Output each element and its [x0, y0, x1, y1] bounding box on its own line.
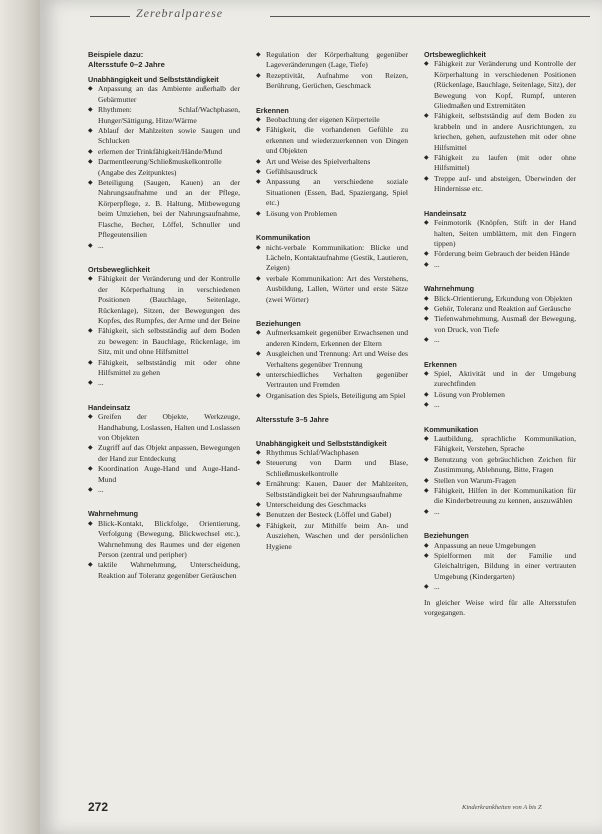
bullet-item: ◆ Greifen der Objekte, Werkzeuge, Handhabung, Loslassen, Halten und Loslassen von Objekten — [88, 412, 240, 443]
bullet-list — [424, 59, 576, 194]
bullet-item: ◆ Fähigkeit, zur Mithilfe beim An- und Ausziehen, Waschen und der persönlichen Hygiene — [256, 521, 408, 552]
bullet-item: ◆ Lösung von Problemen — [424, 390, 576, 400]
bullet-item: ◆ Unterscheidung des Geschmacks — [256, 500, 408, 510]
bullet-item: ◆ Stellen von Warum-Fragen — [424, 476, 576, 486]
bullet-item: ◆ Darmentleerung/Schließmuskelkontrolle (Angabe des Zeitpunktes) — [88, 157, 240, 178]
section-heading: Wahrnehmung — [88, 509, 139, 519]
bullet-item: ◆ ... — [88, 485, 240, 495]
bullet-item: ◆ ... — [88, 241, 240, 251]
bullet-item: ◆ Organisation des Spiels, Beteiligung am Spiel — [256, 391, 408, 401]
bullet-list — [88, 412, 240, 495]
bullet-item: ◆ Koordination Auge-Hand und Auge-Hand-Mund — [88, 464, 240, 485]
intro-heading: Beispiele dazu: — [88, 50, 144, 59]
bullet-item: ◆ Rezeptivität, Aufnahme von Reizen, Berührung, Gerüchen, Geschmack — [256, 71, 408, 92]
bullet-item: ◆ Lösung von Problemen — [256, 209, 408, 219]
section-heading: Beziehungen — [256, 318, 301, 328]
section-heading: Beziehungen — [424, 531, 469, 541]
running-header — [50, 6, 590, 20]
col1-sections — [88, 75, 240, 581]
column-1 — [88, 50, 240, 581]
bullet-item: ◆ Lautbildung, sprachliche Kommunikation, Fähigkeit, Verstehen, Sprache — [424, 434, 576, 455]
section-heading: Ortsbeweglichkeit — [88, 264, 150, 274]
bullet-item: ◆ Fähigkeit, selbstständig auf dem Boden zu krabbeln und in andere Ausrichtungen, zu kriechen, gehen, aufzustehen mit oder ohne Hilfsmittel — [424, 111, 576, 153]
bullet-item: ◆ Fähigkeit, selbstständig mit oder ohne Hilfsmittel zu gehen — [88, 358, 240, 379]
bullet-item: ◆ Anpassung an das Ambiente außerhalb der Gebärmutter — [88, 84, 240, 105]
bullet-item: ◆ Blick-Orientierung, Erkundung von Objekten — [424, 294, 576, 304]
bullet-list — [424, 541, 576, 593]
bullet-item: ◆ ... — [424, 335, 576, 345]
section-heading: Ortsbeweglichkeit — [424, 50, 486, 59]
section-heading: Kommunikation — [424, 424, 479, 434]
bullet-item: ◆ Fähigkeit zur Veränderung und Kontrolle der Körperhaltung in verschiedenen Positionen (Rückenlage, Bauchlage, Seitenlage, Sitz), der Bewegung von Kopf, Rumpf, unteren Gliedmaßen und Extremitäten — [424, 59, 576, 111]
bullet-list — [256, 448, 408, 552]
bullet-list — [256, 243, 408, 305]
bullet-list — [424, 294, 576, 346]
bullet-list — [88, 519, 240, 581]
bullet-item: ◆ Rhythmus Schlaf/Wachphasen — [256, 448, 408, 458]
bullet-item: ◆ Beobachtung der eigenen Körperteile — [256, 115, 408, 125]
bullet-item: ◆ verbale Kommunikation: Art des Verstehens, Ausbildung, Lallen, Wörter und erste Sätze (zwei Wörter) — [256, 274, 408, 305]
bullet-item: ◆ taktile Wahrnehmung, Unterscheidung, Reaktion auf Toleranz gegenüber Geräuschen — [88, 560, 240, 581]
bullet-list — [256, 50, 408, 92]
bullet-item: ◆ Benutzen der Besteck (Löffel und Gabel) — [256, 510, 408, 520]
bullet-item: ◆ ... — [424, 582, 576, 592]
section-heading: Erkennen — [424, 359, 457, 369]
section-heading: Erkennen — [256, 105, 289, 115]
section-heading: Unabhängigkeit und Selbstständigkeit — [256, 438, 387, 448]
bullet-item: ◆ Fähigkeit, sich selbstständig auf dem Boden zu bewegen: in Bauchlage, Rückenlage, im Sitz, mit und ohne Hilfsmittel — [88, 326, 240, 357]
column-3 — [424, 50, 576, 619]
bullet-item: ◆ Regulation der Körperhaltung gegenüber Lageveränderungen (Lage, Tiefe) — [256, 50, 408, 71]
column-2 — [256, 50, 408, 552]
bullet-item: ◆ unterschiedliches Verhalten gegenüber Vertrauten und Fremden — [256, 370, 408, 391]
bullet-item: ◆ Ablauf der Mahlzeiten sowie Saugen und Schlucken — [88, 126, 240, 147]
bullet-list — [424, 434, 576, 517]
bullet-list — [256, 328, 408, 401]
bullet-item: ◆ ... — [424, 400, 576, 410]
bullet-item: ◆ Steuerung von Darm und Blase, Schließmuskelkontrolle — [256, 458, 408, 479]
section-heading: Unabhängigkeit und Selbstständigkeit — [88, 75, 219, 84]
bullet-item: ◆ nicht-verbale Kommunikation: Blicke und Lächeln, Kontaktaufnahme (Gestik, Lautieren, Zeigen) — [256, 243, 408, 274]
bullet-item: ◆ Beteiligung (Saugen, Kauen) an der Nahrungsaufnahme und an der Pflege, Körperpflege, z. B. Haltung, Mitbewegung beim Umziehen, bei der Nahrungsaufnahme, Flasche, Becher, Löffel, Schnuller und Pflegeutensilien — [88, 178, 240, 240]
bullet-item: ◆ Feinmotorik (Knöpfen, Stift in der Hand halten, Seiten umblättern, mit den Fingern tippen) — [424, 218, 576, 249]
bullet-item: ◆ Rhythmen: Schlaf/Wachphasen, Hunger/Sättigung, Hitze/Wärme — [88, 105, 240, 126]
section-heading: Handeinsatz — [424, 208, 467, 218]
running-footer: Kinderkrankheiten von A bis Z — [462, 804, 542, 811]
bullet-item: ◆ Aufmerksamkeit gegenüber Erwachsenen und anderen Kindern, Erkennen der Eltern — [256, 328, 408, 349]
bullet-item: ◆ ... — [88, 378, 240, 388]
col3-sections — [424, 50, 576, 593]
bullet-list — [424, 218, 576, 270]
bullet-item: ◆ erlernen der Trinkfähigkeit/Hände/Mund — [88, 147, 240, 157]
bullet-item: ◆ Art und Weise des Spielverhaltens — [256, 157, 408, 167]
bullet-item: ◆ Anpassung an verschiedene soziale Situationen (Essen, Bad, Spaziergang, Spiel etc.) — [256, 177, 408, 208]
bullet-item: ◆ ... — [424, 507, 576, 517]
bullet-item: ◆ Ernährung: Kauen, Dauer der Mahlzeiten, Selbstständigkeit bei der Nahrungsaufnahme — [256, 479, 408, 500]
bullet-item: ◆ Treppe auf- und absteigen, Überwinden der Hindernisse etc. — [424, 174, 576, 195]
age-group-heading: Altersstufe 0–2 Jahre — [88, 60, 165, 69]
header-rule-right — [270, 16, 590, 17]
bullet-item: ◆ Fähigkeit zu laufen (mit oder ohne Hilfsmittel) — [424, 153, 576, 174]
section-heading: Altersstufe 3–5 Jahre — [256, 415, 329, 425]
section-heading: Handeinsatz — [88, 402, 131, 412]
bullet-item: ◆ Fähigkeit, die vorhandenen Gefühle zu erkennen und wiederzuerkennen von Dingen und Objekten — [256, 125, 408, 156]
bullet-item: ◆ Tiefenwahrnehmung, Ausmaß der Bewegung, von Druck, von Tiefe — [424, 314, 576, 335]
bullet-item: ◆ Gehör, Toleranz und Reaktion auf Geräusche — [424, 304, 576, 314]
col2-sections — [256, 50, 408, 552]
page-number: 272 — [88, 800, 109, 814]
bullet-list — [88, 274, 240, 388]
bullet-item: ◆ ... — [424, 260, 576, 270]
bullet-item: ◆ Fähigkeit der Veränderung und der Kontrolle der Körperhaltung in verschiedenen Positionen (Bauchlage, Seitenlage, Rückenlage), Sitzen, der Bewegungen des Kopfes, des Rumpfes, der Arme und der Beine — [88, 274, 240, 326]
bullet-item: ◆ Anpassung an neue Umgebungen — [424, 541, 576, 551]
page-spine-shadow — [0, 0, 40, 834]
bullet-list — [88, 84, 240, 251]
bullet-item: ◆ Blick-Kontakt, Blickfolge, Orientierung, Verfolgung (Bewegung, Blickwechsel etc.), Wahrnehmung des Raumes und der eigenen Person (zentral und peripher) — [88, 519, 240, 561]
header-rule-left — [90, 16, 130, 17]
bullet-item: ◆ Spiel, Aktivität und in der Umgebung zurechtfinden — [424, 369, 576, 390]
bullet-list — [424, 369, 576, 411]
bullet-item: ◆ Fähigkeit, Hilfen in der Kommunikation für die Kinderbetreuung zu kennen, auszuwählen — [424, 486, 576, 507]
closing-text: In gleicher Weise wird für alle Altersstufen vorgegangen. — [424, 597, 576, 618]
section-heading: Kommunikation — [256, 233, 311, 243]
bullet-item: ◆ Benutzung von gebräuchlichen Zeichen für Zustimmung, Ablehnung, Bitte, Fragen — [424, 455, 576, 476]
bullet-item: ◆ Ausgleichen und Trennung: Art und Weise des Verhaltens gegenüber Trennung — [256, 349, 408, 370]
bullet-item: ◆ Gefühlsausdruck — [256, 167, 408, 177]
bullet-item: ◆ Zugriff auf das Objekt anpassen, Bewegungen der Hand zur Entdeckung — [88, 443, 240, 464]
bullet-list — [256, 115, 408, 219]
bullet-item: ◆ Spielformen mit der Familie und Gleichaltrigen, Bildung in einer vertrauten Umgebung (Kindergarten) — [424, 551, 576, 582]
bullet-item: ◆ Förderung beim Gebrauch der beiden Hände — [424, 249, 576, 259]
section-heading: Wahrnehmung — [424, 284, 475, 294]
header-title: Zerebralparese — [136, 6, 224, 20]
